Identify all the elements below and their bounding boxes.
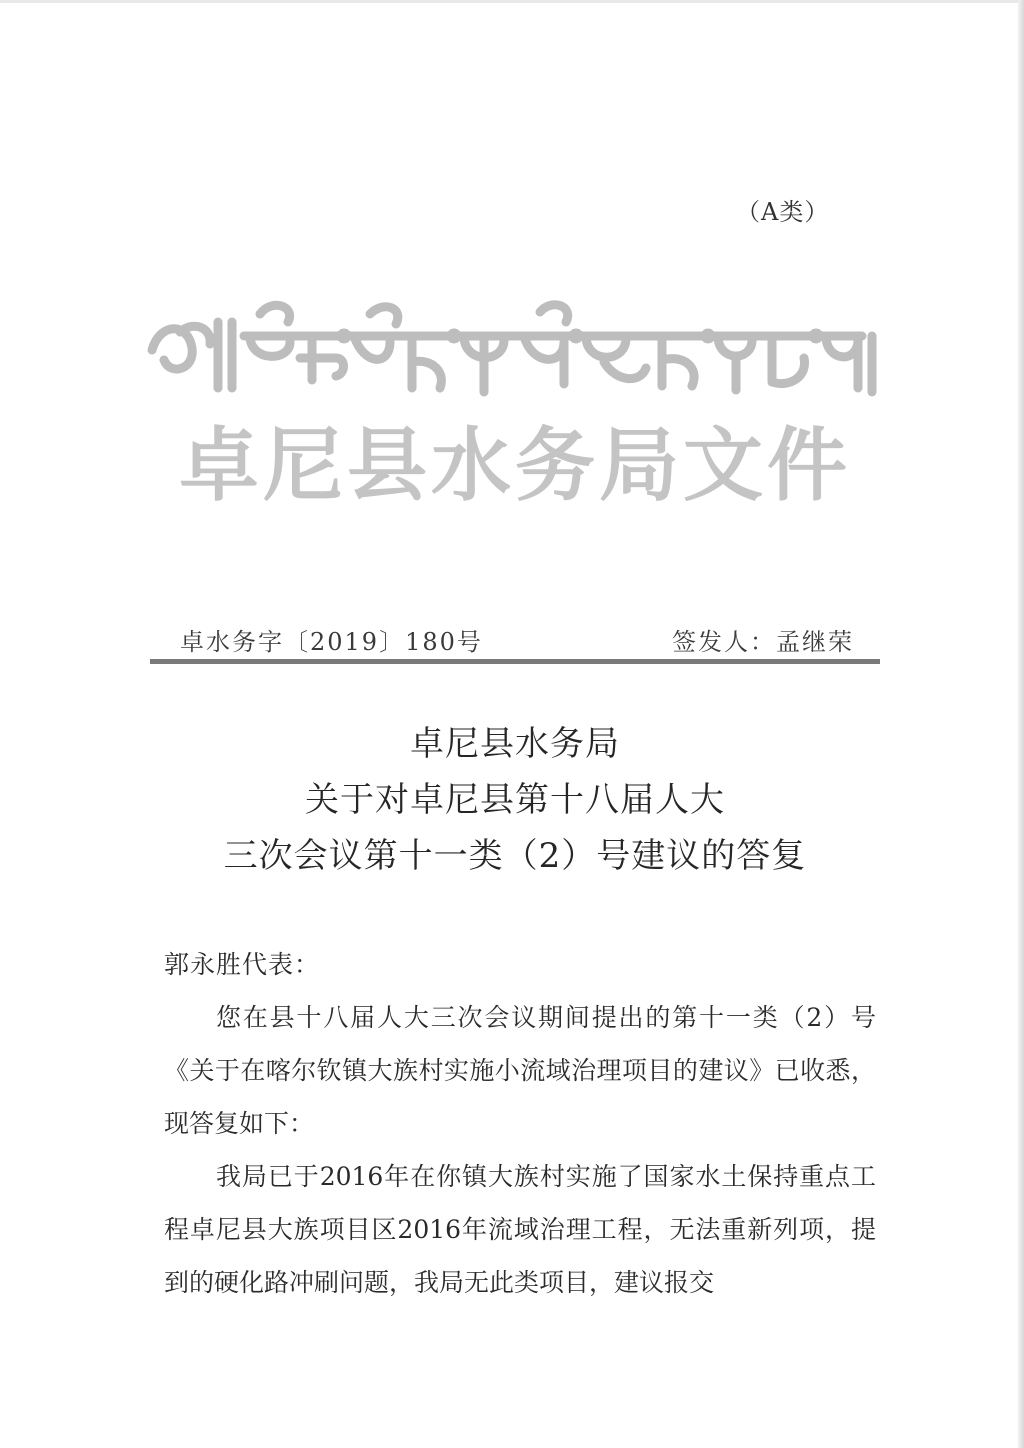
issuer-signature: 签发人：孟继荣	[672, 628, 854, 656]
paragraph-2: 我局已于2016年在你镇大族村实施了国家水土保持重点工程卓尼县大族项目区2016年流域治理工程，无法重新列项，提到的硬化路冲刷问题，我局无此类项目，建议报交	[164, 1162, 876, 1297]
document-meta-row	[150, 622, 880, 658]
header-divider	[150, 659, 880, 664]
document-header-title: 卓尼县水务局文件	[179, 418, 851, 512]
salutation: 郭永胜代表：	[164, 950, 321, 979]
classification-label: （A类）	[736, 198, 830, 226]
scan-right-edge	[1018, 0, 1024, 1448]
reply-title-line-2: 关于对卓尼县第十八届人大	[305, 780, 725, 820]
tibetan-header-logo	[140, 292, 880, 412]
document-number: 卓水务字〔2019〕180号	[180, 628, 483, 656]
tibetan-script-graphic	[140, 292, 880, 412]
reply-title	[150, 716, 880, 884]
reply-title-line-3: 三次会议第十一类（2）号建议的答复	[223, 836, 807, 876]
reply-title-line-1: 卓尼县水务局	[410, 724, 620, 764]
paragraph-1: 您在县十八届人大三次会议期间提出的第十一类（2）号《关于在喀尔钦镇大族村实施小流域治理项目的建议》已收悉，现答复如下：	[164, 1003, 876, 1138]
scan-top-edge	[0, 0, 1024, 3]
document-body	[164, 938, 876, 1309]
